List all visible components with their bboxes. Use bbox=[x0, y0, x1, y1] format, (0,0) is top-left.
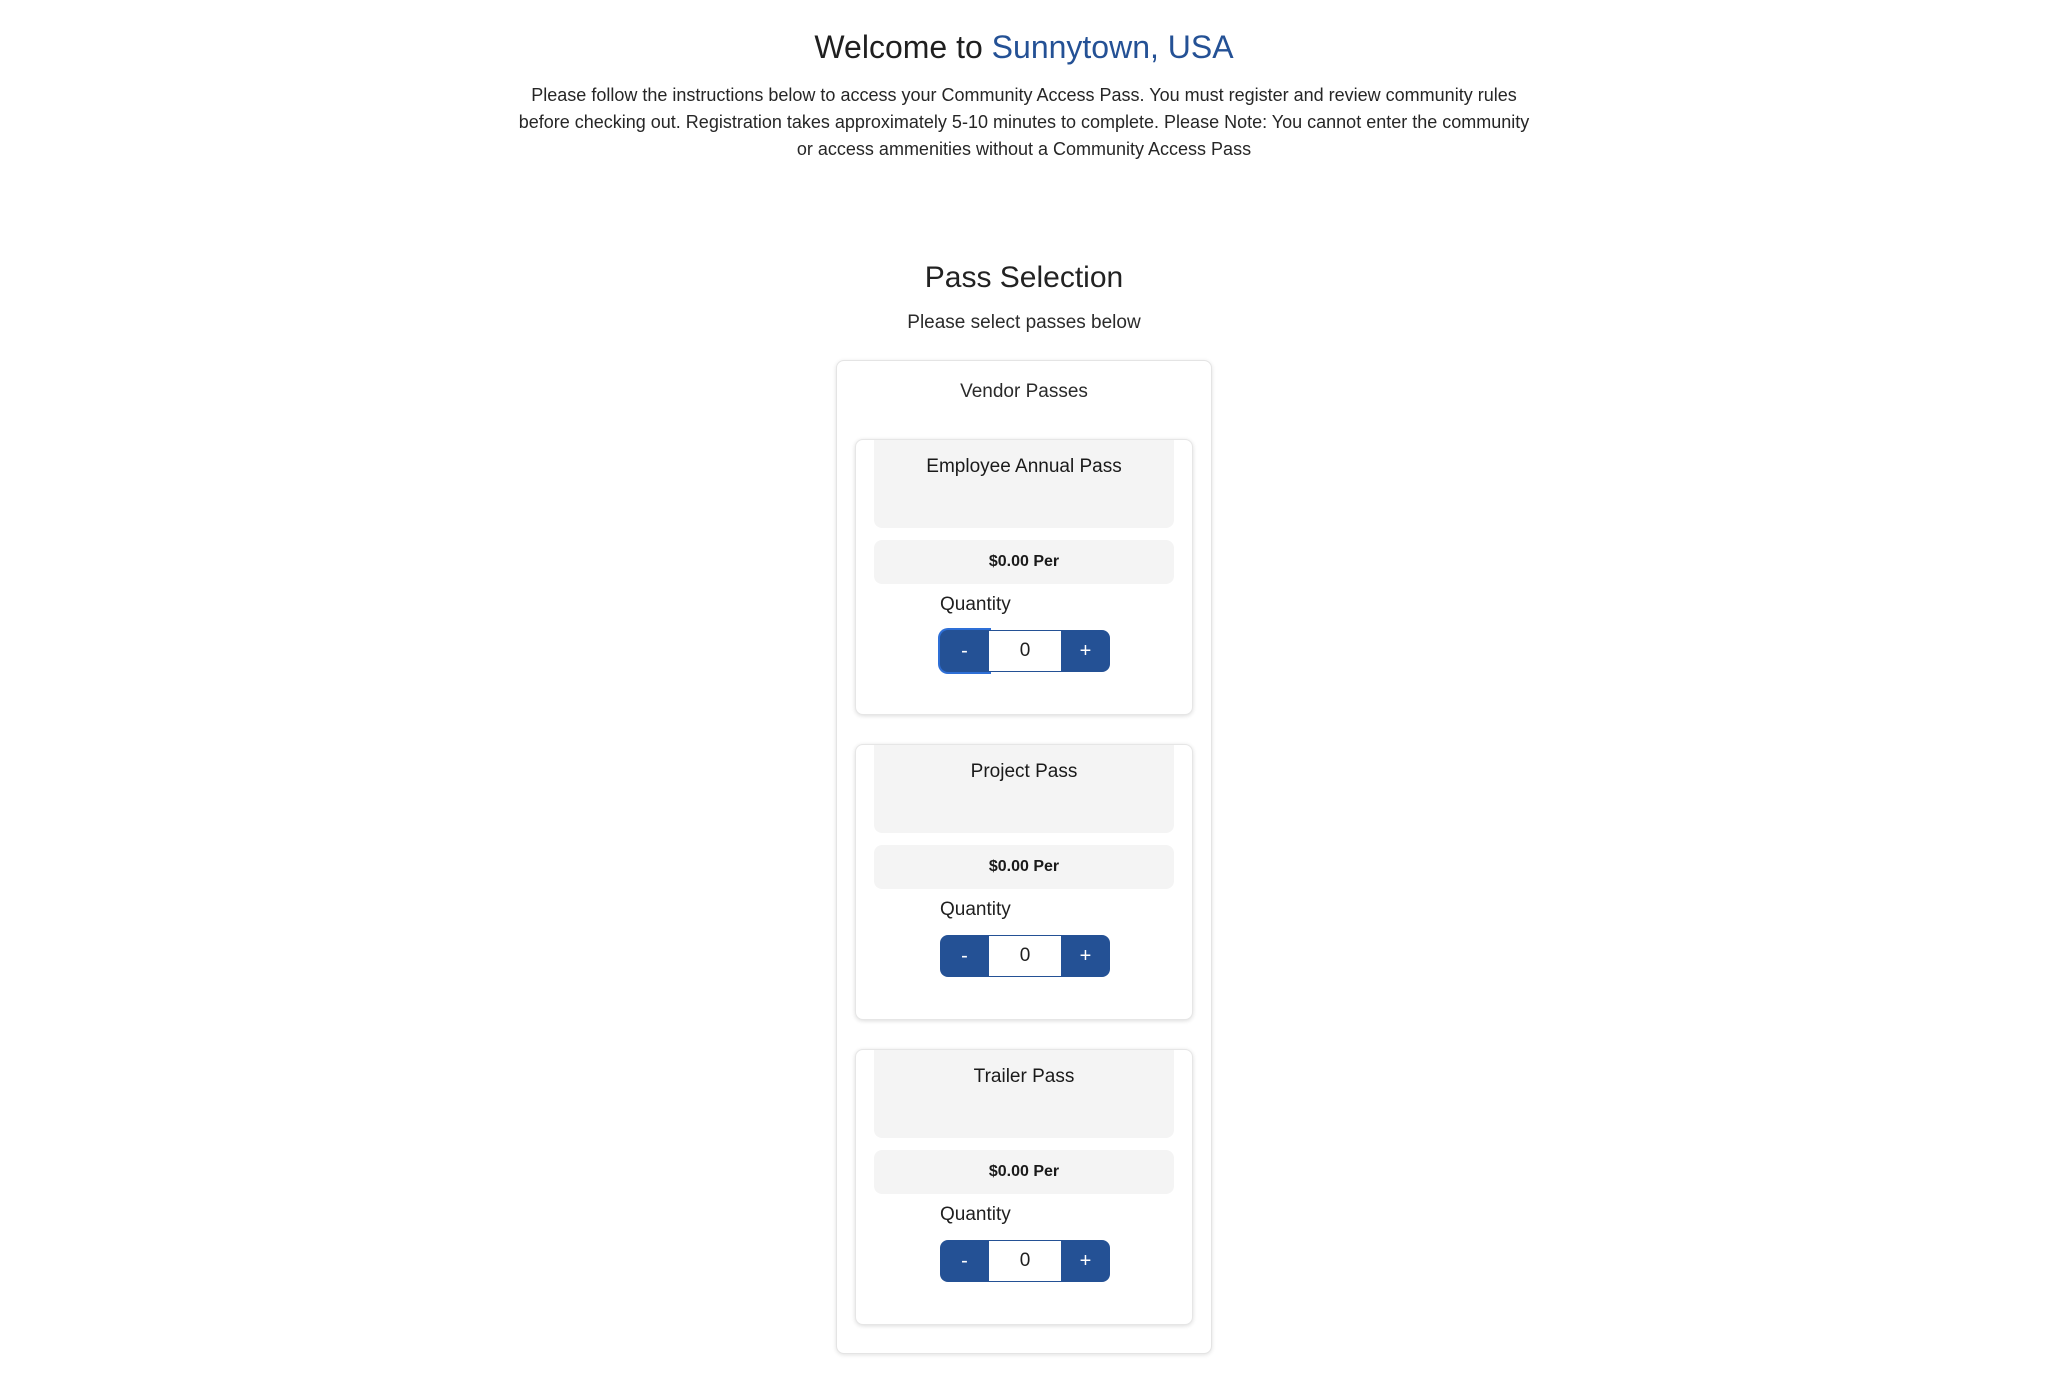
pass-price: $0.00 Per bbox=[874, 845, 1174, 889]
town-name: Sunnytown, USA bbox=[991, 29, 1234, 65]
intro-text: Please follow the instructions below to access your Community Access Pass. You must register and review community rules before checking out. Registration takes approximately 5-10 minutes to complete. Please Note: You cannot enter the community or access ammenities without a Community Access Pass bbox=[518, 85, 1530, 159]
vendor-passes-card bbox=[836, 360, 1212, 1354]
pass-selection-title: Pass Selection bbox=[924, 261, 1124, 294]
quantity-label: Quantity bbox=[940, 1204, 1011, 1225]
page-title bbox=[0, 26, 2048, 68]
pass-name: Project Pass bbox=[874, 745, 1174, 833]
quantity-stepper bbox=[940, 630, 1110, 672]
pass-selection-subtitle: Please select passes below bbox=[907, 312, 1141, 333]
quantity-label: Quantity bbox=[940, 899, 1011, 920]
pass-card-employee-annual bbox=[855, 439, 1193, 715]
quantity-input[interactable] bbox=[989, 1240, 1061, 1282]
pass-card-project bbox=[855, 744, 1193, 1020]
increment-button[interactable]: + bbox=[1061, 630, 1110, 672]
pass-price: $0.00 Per bbox=[874, 1150, 1174, 1194]
quantity-input[interactable] bbox=[989, 630, 1061, 672]
quantity-stepper bbox=[940, 1240, 1110, 1282]
quantity-input[interactable] bbox=[989, 935, 1061, 977]
decrement-button[interactable]: - bbox=[940, 935, 989, 977]
pass-name: Employee Annual Pass bbox=[874, 440, 1174, 528]
increment-button[interactable]: + bbox=[1061, 935, 1110, 977]
welcome-prefix: Welcome to bbox=[814, 29, 992, 65]
increment-button[interactable]: + bbox=[1061, 1240, 1110, 1282]
quantity-stepper bbox=[940, 935, 1110, 977]
pass-name: Trailer Pass bbox=[874, 1050, 1174, 1138]
pass-card-trailer bbox=[855, 1049, 1193, 1325]
header bbox=[0, 0, 2048, 163]
decrement-button[interactable]: - bbox=[940, 630, 989, 672]
quantity-label: Quantity bbox=[940, 594, 1011, 615]
vendor-passes-title: Vendor Passes bbox=[960, 381, 1088, 402]
decrement-button[interactable]: - bbox=[940, 1240, 989, 1282]
pass-price: $0.00 Per bbox=[874, 540, 1174, 584]
